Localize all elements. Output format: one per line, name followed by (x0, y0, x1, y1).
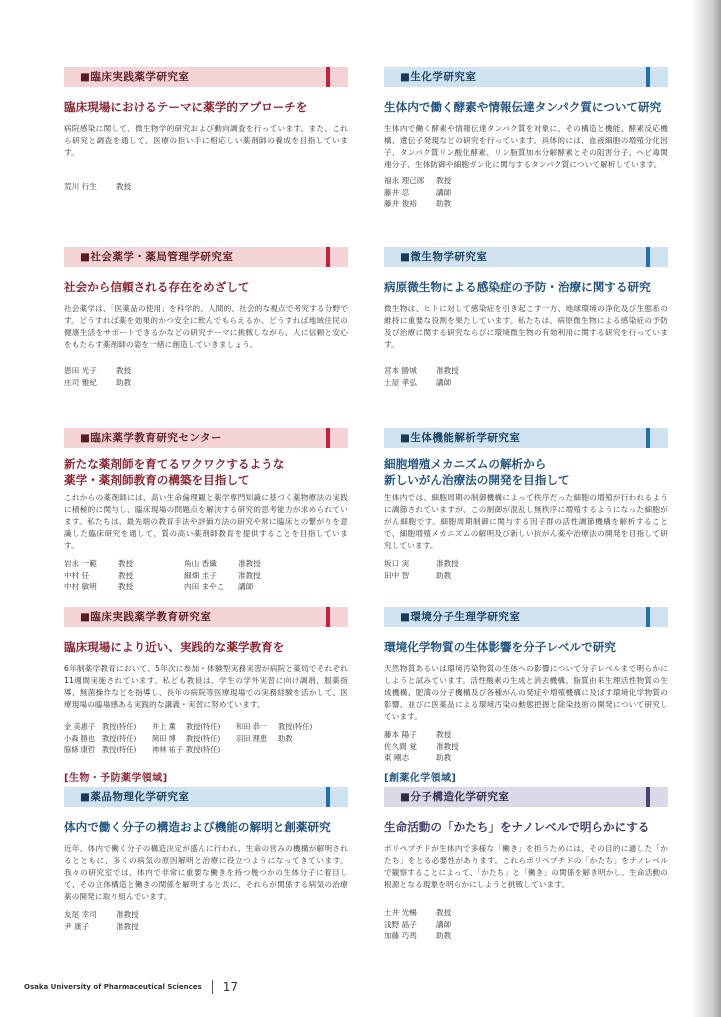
staff-name: 東 剛志 (384, 753, 410, 762)
subtitle-line: 薬学・薬剤師教育の構築を目指して (64, 473, 250, 487)
staff-title: 講師 (436, 187, 452, 197)
staff-title: 教授(特任) (186, 745, 221, 754)
section-title: ■生体機能解析学研究室 (400, 432, 521, 444)
staff-list (64, 365, 348, 388)
section-header (64, 428, 348, 448)
staff-name: 佐久間 覚 (384, 741, 417, 751)
staff-title: 教授(特任) (102, 722, 137, 731)
staff-row (64, 744, 348, 756)
staff-title: 助教 (436, 753, 452, 762)
section-title: ■生化学研究室 (400, 71, 477, 83)
section-subtitle: 臨床現場により近い、実践的な薬学教育を (64, 640, 285, 654)
staff-row (384, 175, 668, 187)
staff-name: 羽田 理恵 (236, 733, 268, 743)
staff-row (384, 558, 668, 570)
section-clinical-practice-pharmacy (64, 67, 348, 193)
staff-entry (184, 581, 334, 593)
staff-title: 教授(特任) (186, 722, 221, 731)
section-header (384, 247, 668, 267)
field-label-drug-discovery-chem: [創薬化学領域] (384, 773, 457, 784)
staff-row (64, 377, 348, 389)
accent-bar (326, 247, 330, 267)
staff-row (384, 377, 668, 389)
staff-title: 講師 (238, 582, 254, 591)
staff-title: 准教授 (116, 910, 139, 919)
section-title: ■臨床実践薬学研究室 (80, 71, 190, 83)
staff-title: 准教授 (436, 559, 459, 568)
staff-name: 福永 理己郎 (384, 176, 425, 185)
section-subtitle: 生体内で働く酵素や情報伝達タンパク質について研究 (384, 100, 662, 114)
section-title: ■分子構造化学研究室 (400, 791, 510, 803)
section-header (64, 67, 348, 87)
staff-title: 助教 (116, 377, 132, 387)
staff-row (384, 907, 668, 919)
section-biochemistry (384, 67, 668, 210)
section-subtitle (384, 456, 668, 488)
staff-row (384, 187, 668, 199)
section-body: 天然物質あるいは環境汚染物質の生体への影響について分子レベルまで明らかにしようと試みています。活性酸素の生成と消去機構、脂質由来生理活性物質の生成機構、肥満の分子機構及び各種がんの発症や増殖機構に及ぼす環境化学物質の影響、並びに医薬品による環境汚染の動態把握と除染技術の開発について研究しています。 (384, 664, 668, 721)
staff-name: 神林 祐子 (152, 745, 184, 754)
staff-name: 宮本 勝城 (384, 366, 417, 375)
section-subtitle: 社会から信頼される存在をめざして (64, 280, 250, 294)
staff-title: 准教授 (116, 921, 139, 931)
staff-list (384, 907, 668, 942)
section-social-pharmacy (64, 247, 348, 388)
staff-name: 和田 恭一 (236, 722, 268, 731)
staff-name: 細畑 圭子 (184, 570, 217, 580)
staff-name: 井上 薫 (152, 722, 176, 731)
subtitle-line: 細胞増殖メカニズムの解析から (384, 457, 547, 471)
staff-entry (184, 570, 334, 582)
section-body: 微生物は、ヒトに対して感染症を引き起こす一方、地球環境の浄化及び生態系の維持に重要な役割を果たしています。私たちは、病原微生物による感染症の予防及び治療に関する研究ならびに環境微生物の有効利用に関する研究を行っています。 (384, 304, 668, 349)
staff-entry (64, 581, 184, 593)
section-title: ■薬品物理化学研究室 (80, 791, 190, 803)
staff-list (64, 909, 348, 932)
subtitle-line: 新しいがん治療法の開発を目指して (384, 473, 570, 487)
section-body: 生体内で働く酵素や情報伝達タンパク質を対象に、その構造と機能、酵素反応機構、遺伝子発現などの研究を行っています。具体的には、血液細胞の増殖分化因子、タンパク質リン酸化酵素、リン脂質加水分解酵素とその阻害分子、ヘビ毒関連分子、生体防御や細胞ガン化に関与するタンパク質について解析しています。 (384, 124, 668, 169)
accent-bar (326, 607, 330, 627)
staff-title: 准教授 (238, 570, 261, 580)
section-header (64, 247, 348, 267)
section-body: 社会薬学は、「医薬品の使用」を科学的、人間的、社会的な視点で考究する分野です。どうすれば薬を効果的かつ安全に飲んでもらえるか、どうすれば地域住民の健康生活をサポートできるかなどの研究テーマに挑戦しながら、人に信頼と安心をもたらす薬剤師の姿を一緒に創造していきましょう。 (64, 304, 348, 349)
staff-title: 教授 (118, 570, 134, 580)
staff-list (384, 558, 668, 581)
staff-title: 教授 (436, 176, 452, 185)
staff-title: 助教 (436, 570, 452, 580)
staff-name: 荒川 行生 (64, 182, 97, 191)
staff-title: 助教 (278, 733, 293, 743)
section-title: ■微生物学研究室 (400, 251, 488, 263)
section-microbiology (384, 247, 668, 388)
section-title: ■環境分子生理学研究室 (400, 611, 521, 623)
accent-bar (646, 607, 650, 627)
staff-grid (64, 558, 348, 593)
staff-row (64, 365, 348, 377)
section-env-molecular (384, 607, 668, 764)
staff-row (64, 733, 348, 745)
staff-title: 助教 (436, 199, 452, 208)
staff-row (64, 181, 348, 193)
staff-title: 教授(特任) (102, 745, 137, 754)
section-header (384, 67, 668, 87)
staff-name: 藤井 忍 (384, 187, 410, 197)
footer-divider (212, 980, 213, 994)
staff-title: 准教授 (238, 559, 261, 568)
staff-name: 土屋 孝弘 (384, 377, 417, 387)
section-header (384, 428, 668, 448)
staff-name: 中村 敏明 (64, 582, 97, 591)
staff-title: 教授 (436, 908, 452, 917)
section-body: これからの薬剤師には、高い生命倫理観と薬学専門知識に基づく薬物療法の実践に積極的に関与し、臨床現場の問題点を解決する研究的思考能力が求められています。私たちは、最先端の教育手法や評価方法の研究や常に臨床との繋がりを意識した臨床研究を通して、質の高い薬剤師教育を提供することを目指しています。 (64, 493, 348, 550)
section-body: 生体内では、細胞周期の制御機構によって秩序だった細胞の増殖が行われるように調節されていますが、この制御が混乱し無秩序に増殖するようになった細胞ががん細胞です。細胞周期制御に関与する因子群の活性調節機構を解析することで、細胞増殖メカニズムの解明及び新しい抗がん薬や治療法の開発を目指して研究しています。 (384, 493, 668, 550)
staff-grid (64, 721, 348, 756)
staff-list (64, 181, 348, 193)
staff-list (384, 729, 668, 764)
staff-name: 岡田 博 (152, 733, 176, 743)
accent-bar (326, 428, 330, 448)
staff-title: 講師 (436, 377, 452, 387)
staff-name: 恩田 光子 (64, 366, 97, 375)
staff-row (64, 721, 348, 733)
staff-row (64, 909, 348, 921)
staff-title: 講師 (436, 919, 452, 929)
page-footer (24, 980, 238, 994)
section-body: 6年制薬学教育において、5年次に参加・体験型実務実習が病院と薬局でそれぞれ11週間実施されています。私ども教員は、学生の学外実習に向け調剤、服薬指導、無菌操作などを指導し、長年の病院等医療現場での実務経験を活かして、医療現場の臨場感ある実践的な講義・実習に努めています。 (64, 664, 348, 709)
staff-name: 小森 勝也 (64, 733, 96, 743)
staff-name: 田中 智 (384, 570, 410, 580)
staff-title: 教授 (116, 182, 132, 191)
section-body: 病院感染に関して、微生物学的研究および動向調査を行っています。また、これら研究と調査を通して、医療の担い手に相応しい薬剤師の養成を目指しています。 (64, 124, 348, 157)
section-subtitle: 生命活動の「かたち」をナノレベルで明らかにする (384, 820, 650, 834)
staff-name: 加藤 巧馬 (384, 931, 417, 940)
staff-name: 岩永 一範 (64, 559, 97, 568)
section-clinical-education-center (64, 428, 348, 593)
staff-name: 尹 康子 (64, 921, 90, 931)
field-label-bio-preventive: [生物・予防薬学領域] (64, 773, 168, 784)
staff-title: 教授(特任) (186, 733, 221, 743)
section-molecular-structure (384, 787, 668, 942)
staff-row (384, 741, 668, 753)
accent-bar (646, 67, 650, 87)
staff-row (384, 752, 668, 764)
staff-title: 教授 (436, 730, 452, 739)
staff-name: 内田 まやこ (184, 582, 225, 591)
staff-name: 藤本 陽子 (384, 730, 417, 739)
accent-bar (646, 247, 650, 267)
section-bio-function (384, 428, 668, 581)
staff-row (384, 729, 668, 741)
staff-title: 教授 (118, 582, 134, 591)
staff-entry (64, 570, 184, 582)
section-title: ■臨床薬学教育研究センター (80, 432, 223, 444)
staff-row (64, 921, 348, 933)
staff-name: 藤井 俊裕 (384, 199, 417, 208)
accent-bar (646, 428, 650, 448)
section-body: 近年、体内で働く分子の構造決定が盛んに行われ、生命の営みの機構が解明されるとともに、多くの病気の原因解明と治療に役立つようになってきています。我々の研究室では、体内で非常に重要な働きを持つ幾つかの生体分子に着目して、その立体構造と働きの関係を解明すると共に、それらが関係する病気の治療薬の開発に取り組んでいます。 (64, 844, 348, 901)
section-header (64, 787, 348, 807)
section-subtitle (64, 456, 348, 488)
staff-title: 准教授 (436, 741, 459, 751)
staff-title: 教授 (118, 559, 134, 568)
staff-name: 浅野 晶子 (384, 919, 417, 929)
staff-name: 友尾 幸司 (64, 910, 97, 919)
staff-name: 庄司 雅紀 (64, 377, 97, 387)
section-header (384, 787, 668, 807)
staff-list (384, 175, 668, 210)
section-clinical-practice-education (64, 607, 348, 756)
section-title: ■社会薬学・薬局管理学研究室 (80, 251, 234, 263)
accent-bar (326, 787, 330, 807)
staff-title: 准教授 (436, 366, 459, 375)
staff-name: 坂口 実 (384, 559, 410, 568)
section-pharm-physical-chem (64, 787, 348, 932)
staff-title: 教授(特任) (278, 722, 313, 731)
accent-bar (326, 67, 330, 87)
section-title: ■臨床実践薬学教育研究室 (80, 611, 212, 623)
staff-entry (64, 558, 184, 570)
section-subtitle: 環境化学物質の生体影響を分子レベルで研究 (384, 640, 616, 654)
staff-name: 土井 光暢 (384, 908, 417, 917)
section-header (384, 607, 668, 627)
subtitle-line: 新たな薬剤師を育てるワクワクするような (64, 457, 285, 471)
section-subtitle: 臨床現場におけるテーマに薬学的アプローチを (64, 100, 308, 114)
staff-name: 中村 任 (64, 570, 90, 580)
staff-name: 脇條 康哲 (64, 745, 96, 754)
staff-title: 教授 (116, 366, 132, 375)
staff-row (384, 365, 668, 377)
section-header (64, 607, 348, 627)
page-edge-shadow (691, 0, 721, 1017)
section-subtitle: 体内で働く分子の構造および機能の解明と創薬研究 (64, 820, 331, 834)
staff-name: 金 美惠子 (64, 722, 96, 731)
accent-bar (646, 787, 650, 807)
staff-entry (184, 558, 334, 570)
staff-name: 角山 香織 (184, 559, 217, 568)
section-subtitle: 病原微生物による感染症の予防・治療に関する研究 (384, 280, 651, 294)
staff-row (384, 930, 668, 942)
staff-row (384, 570, 668, 582)
university-name: Osaka University of Pharmaceutical Sciences (24, 983, 202, 991)
page-number: 17 (222, 980, 238, 994)
staff-row (384, 919, 668, 931)
staff-list (384, 365, 668, 388)
staff-title: 助教 (436, 931, 452, 940)
section-body: ポリペプチドが生体内で多様な「働き」を担うためには、その目的に適した「かたち」をとる必要性があります。これらポリペプチドの「かたち」をナノレベルで観察することによって、「かたち」と「働き」の関係を解き明かし、生命活動の根源となる現象を明らかにしようと挑戦しています。 (384, 844, 668, 889)
staff-title: 教授(特任) (102, 733, 137, 743)
staff-row (384, 198, 668, 210)
